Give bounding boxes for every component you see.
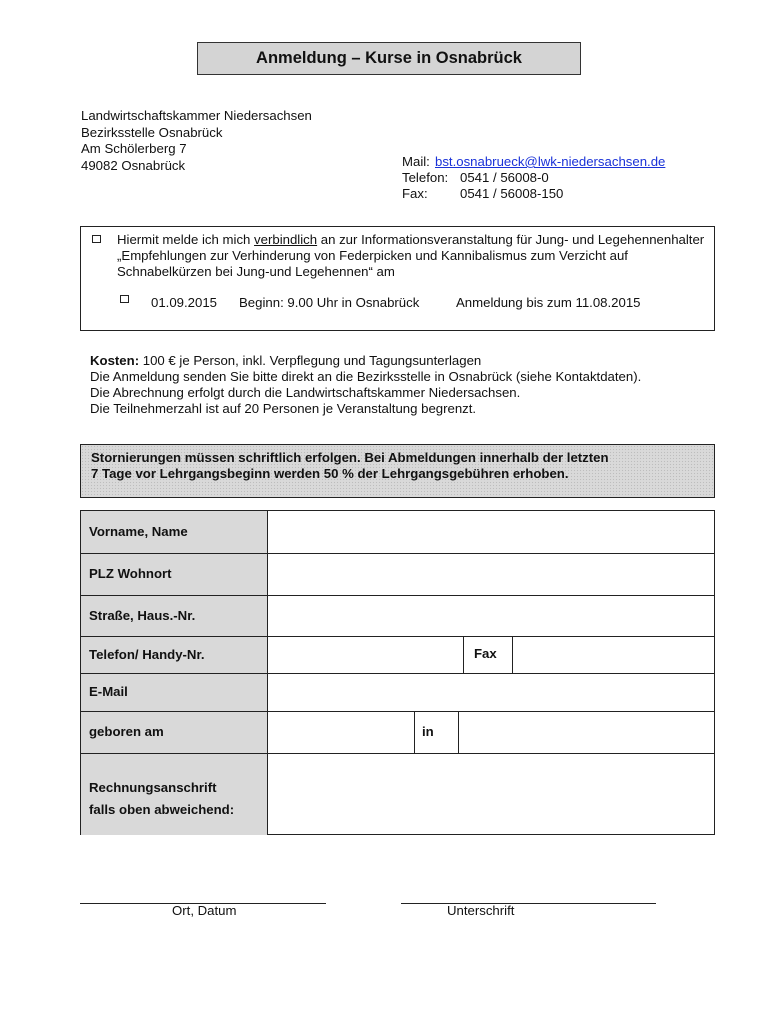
signature-line[interactable] bbox=[401, 903, 656, 904]
registration-box bbox=[80, 226, 715, 331]
mail-link[interactable]: bst.osnabrueck@lwk-niedersachsen.de bbox=[435, 154, 666, 169]
street-label: Straße, Haus.-Nr. bbox=[81, 595, 268, 636]
birthdate-field[interactable] bbox=[269, 711, 414, 753]
event-start: Beginn: 9.00 Uhr in Osnabrück bbox=[239, 295, 420, 310]
row-divider bbox=[81, 636, 714, 637]
address-line: 49082 Osnabrück bbox=[81, 157, 186, 173]
billing-label: Rechnungsanschrift falls oben abweichend: bbox=[81, 753, 268, 835]
binding-word: verbindlich bbox=[254, 232, 318, 247]
contact-block bbox=[402, 154, 665, 202]
registration-text: Hiermit melde ich mich verbindlich an zur Informationsveranstaltung für Jung- und Legehennenhalter „Empfehlungen zur Verhinderung von Federpicken und Kannibalismus zum Verzicht auf Schnabelkürzen bei Jung-und Legehennen“ am bbox=[117, 232, 705, 279]
costs-line: Die Anmeldung senden Sie bitte direkt an die Bezirksstelle in Osnabrück (siehe Kontaktdaten). bbox=[90, 369, 642, 384]
column-divider bbox=[458, 711, 459, 753]
email-field[interactable] bbox=[269, 673, 715, 711]
birthplace-field[interactable] bbox=[458, 711, 715, 753]
row-divider bbox=[81, 753, 714, 754]
costs-block bbox=[90, 353, 641, 417]
address-line: Am Schölerberg 7 bbox=[81, 141, 187, 156]
date-checkbox[interactable] bbox=[120, 295, 129, 303]
phone-field[interactable] bbox=[269, 636, 463, 673]
registration-form bbox=[80, 510, 715, 835]
column-divider bbox=[463, 636, 464, 673]
costs-label: Kosten: bbox=[90, 353, 140, 368]
page-title: Anmeldung – Kurse in Osnabrück bbox=[197, 42, 581, 75]
address-line: Bezirksstelle Osnabrück bbox=[81, 124, 223, 140]
fax-field[interactable] bbox=[512, 636, 715, 673]
costs-line: Die Teilnehmerzahl ist auf 20 Personen je Veranstaltung begrenzt. bbox=[90, 401, 477, 416]
phone-label: Telefon: bbox=[402, 170, 449, 185]
plz-field[interactable] bbox=[269, 553, 715, 595]
email-label: E-Mail bbox=[81, 673, 268, 711]
born-label: geboren am bbox=[81, 711, 268, 753]
column-divider bbox=[512, 636, 513, 673]
signature-caption: Unterschrift bbox=[447, 903, 515, 918]
row-divider bbox=[81, 595, 714, 596]
costs-line: Die Abrechnung erfolgt durch die Landwirtschaftskammer Niedersachsen. bbox=[90, 385, 521, 400]
row-divider bbox=[81, 711, 714, 712]
birthplace-label: in bbox=[422, 724, 434, 739]
name-field[interactable] bbox=[269, 511, 715, 553]
mail-label: Mail: bbox=[402, 154, 430, 169]
address-block bbox=[81, 108, 312, 174]
billing-field[interactable] bbox=[269, 753, 715, 835]
row-divider bbox=[81, 673, 714, 674]
phone-label: Telefon/ Handy-Nr. bbox=[81, 636, 268, 673]
registration-checkbox[interactable] bbox=[92, 235, 101, 243]
phone-value: 0541 / 56008-0 bbox=[460, 170, 549, 185]
fax-label: Fax: bbox=[402, 186, 428, 201]
plz-label: PLZ Wohnort bbox=[81, 553, 268, 595]
place-date-caption: Ort, Datum bbox=[172, 903, 237, 918]
address-line: Landwirtschaftskammer Niedersachsen bbox=[81, 108, 312, 123]
row-divider bbox=[81, 553, 714, 554]
name-label: Vorname, Name bbox=[81, 511, 268, 553]
cancellation-notice: Stornierungen müssen schriftlich erfolgen. Bei Abmeldungen innerhalb der letzten 7 Tage vor Lehrgangsbeginn werden 50 % der Lehrgangsgebühren erhoben. bbox=[80, 444, 715, 498]
registration-deadline: Anmeldung bis zum 11.08.2015 bbox=[456, 295, 641, 310]
street-field[interactable] bbox=[269, 595, 715, 636]
costs-value: 100 € je Person, inkl. Verpflegung und Tagungsunterlagen bbox=[139, 353, 482, 368]
fax-value: 0541 / 56008-150 bbox=[460, 186, 564, 201]
fax-label: Fax bbox=[474, 646, 497, 661]
event-date: 01.09.2015 bbox=[151, 295, 218, 310]
column-divider bbox=[414, 711, 415, 753]
